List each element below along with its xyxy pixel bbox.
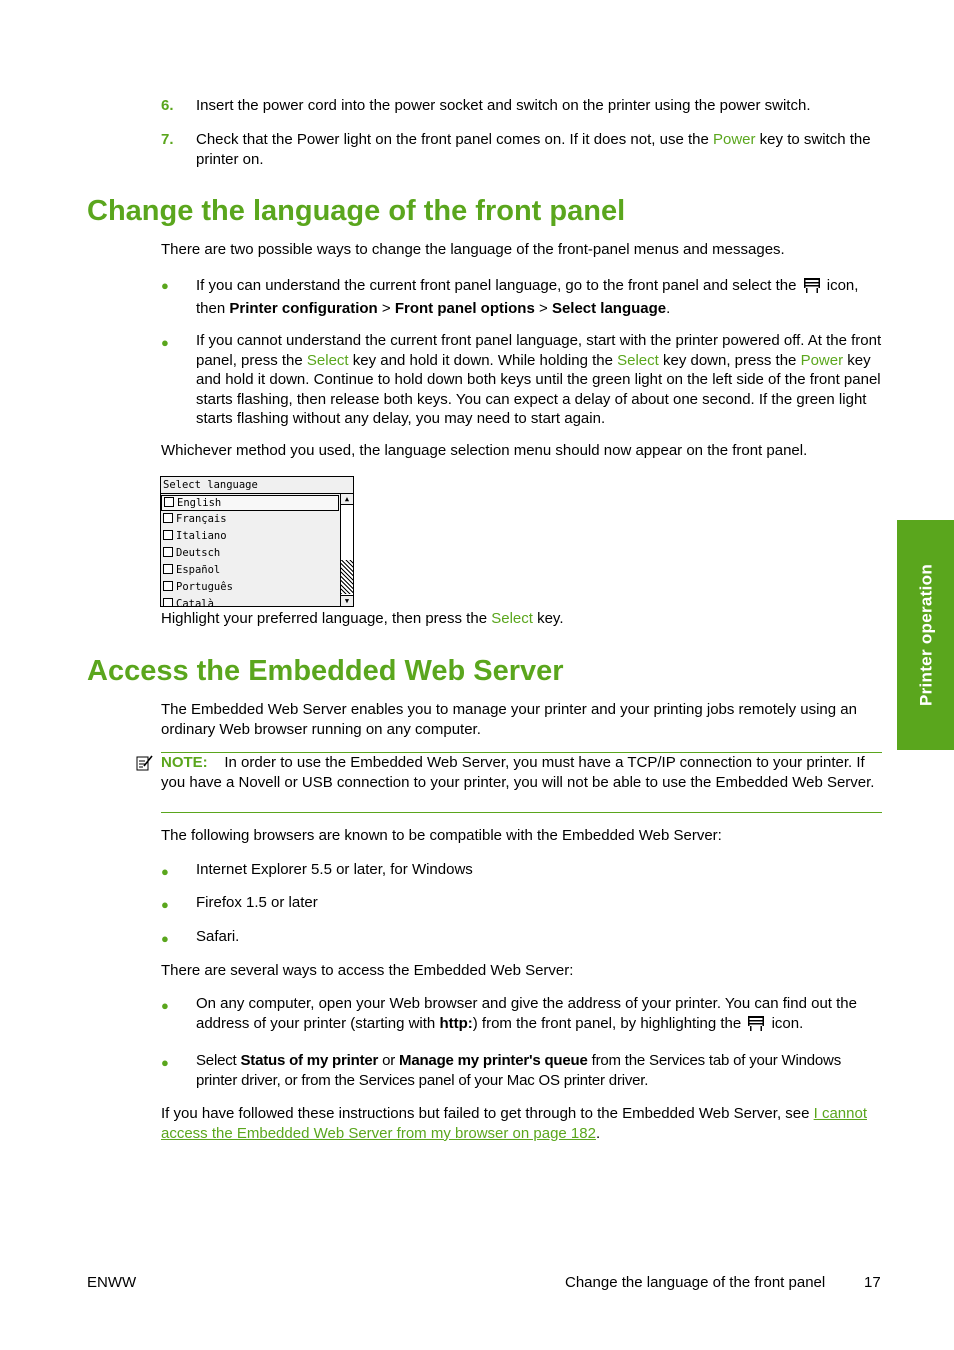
menu-title: Select language xyxy=(161,477,353,494)
footer-left: ENWW xyxy=(87,1274,137,1291)
list-item: Safari. xyxy=(196,928,240,945)
step-number: 7. xyxy=(161,131,174,148)
list-item: Firefox 1.5 or later xyxy=(196,894,318,911)
list-item: Select Status of my printer or Manage my printer's queue from the Services tab of your Windows printer driver, or from the Services panel of your Mac OS printer driver. xyxy=(196,1052,841,1089)
bullet-icon: ● xyxy=(161,1055,169,1070)
checkbox-icon xyxy=(163,564,173,574)
list-item: If you can understand the current front panel language, go to the front panel and select the icon, then Printer configuration > Front panel options > Select language. xyxy=(196,277,859,317)
printer-menu-icon xyxy=(803,277,821,293)
checkbox-icon xyxy=(163,513,173,523)
language-menu-screenshot xyxy=(160,476,354,607)
list-item: On any computer, open your Web browser and give the address of your printer. You can find out the address of your printer (starting with http:) from the front panel, by highlighting the icon. xyxy=(196,995,857,1032)
checkbox-icon xyxy=(163,530,173,540)
paragraph: If you have followed these instructions but failed to get through to the Embedded Web Server, see I cannot access the Embedded Web Server from my browser on page 182. xyxy=(161,1105,867,1142)
paragraph: The following browsers are known to be compatible with the Embedded Web Server: xyxy=(161,827,722,844)
chapter-side-tab: Printer operation xyxy=(897,520,954,750)
note-text: NOTE: In order to use the Embedded Web Server, you must have a TCP/IP connection to your printer. If you have a Novell or USB connection to your printer, you will not be able to use the Embedded Web Server. xyxy=(161,754,875,791)
checkbox-icon xyxy=(163,598,173,607)
language-option: Português xyxy=(161,579,340,596)
step-number: 6. xyxy=(161,97,174,114)
note-label: NOTE: xyxy=(161,754,208,771)
paragraph: Whichever method you used, the language selection menu should now appear on the front panel. xyxy=(161,442,808,459)
language-option: Español xyxy=(161,562,340,579)
ews-troubleshooting-link[interactable]: I cannot access the Embedded Web Server from my browser on page 182 xyxy=(161,1105,867,1142)
menu-scrollbar xyxy=(340,494,353,606)
scroll-thumb xyxy=(341,560,353,594)
bullet-icon: ● xyxy=(161,335,169,350)
scroll-up-arrow-icon: ▲ xyxy=(341,494,353,505)
paragraph: Highlight your preferred language, then press the Select key. xyxy=(161,610,564,627)
bullet-icon: ● xyxy=(161,897,169,912)
step-text: Check that the Power light on the front panel comes on. If it does not, use the Power key to switch the printer on. xyxy=(196,131,871,168)
power-key-ref: Power xyxy=(712,131,756,148)
section-title-ews: Access the Embedded Web Server xyxy=(87,655,564,687)
list-item: Internet Explorer 5.5 or later, for Windows xyxy=(196,861,473,878)
paragraph: There are several ways to access the Embedded Web Server: xyxy=(161,962,574,979)
language-option: Deutsch xyxy=(161,545,340,562)
checkbox-icon xyxy=(163,581,173,591)
checkbox-icon xyxy=(163,547,173,557)
bullet-icon: ● xyxy=(161,931,169,946)
bullet-icon: ● xyxy=(161,864,169,879)
section-intro: There are two possible ways to change the language of the front-panel menus and messages. xyxy=(161,241,785,258)
note-icon xyxy=(136,754,154,772)
note-bottom-rule xyxy=(161,812,882,813)
scroll-down-arrow-icon: ▼ xyxy=(341,595,353,606)
page-number: 17 xyxy=(864,1274,881,1291)
checkbox-icon xyxy=(164,497,174,507)
language-option: English xyxy=(161,495,339,511)
step-text: Insert the power cord into the power socket and switch on the printer using the power switch. xyxy=(196,97,811,114)
section-title-language: Change the language of the front panel xyxy=(87,195,626,227)
language-option: Français xyxy=(161,511,340,528)
section-intro: The Embedded Web Server enables you to manage your printer and your printing jobs remotely using an ordinary Web browser running on any computer. xyxy=(161,701,857,738)
footer-section-title: Change the language of the front panel xyxy=(565,1274,826,1291)
language-option: Català xyxy=(161,596,340,607)
language-option: Italiano xyxy=(161,528,340,545)
printer-menu-icon xyxy=(747,1015,765,1031)
bullet-icon: ● xyxy=(161,278,169,293)
language-list xyxy=(161,494,340,607)
list-item: If you cannot understand the current front panel language, start with the printer powered off. At the front panel, press the Select key and hold it down. While holding the Select key down, press the Power key and hold it down. Continue to hold down both keys until the green light on the left side of the front panel starts flashing, then release both keys. You can expect a delay of about one second. If the green light starts flashing without any delay, you may need to start again. xyxy=(196,332,882,427)
bullet-icon: ● xyxy=(161,998,169,1013)
